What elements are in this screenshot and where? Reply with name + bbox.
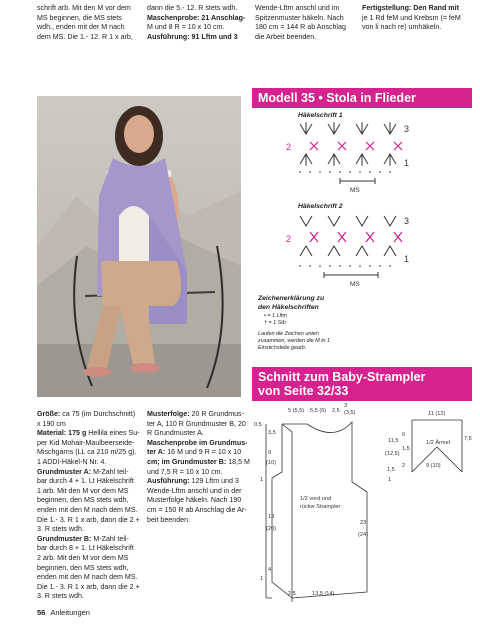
pattern-label: 1/2 vord und [300, 496, 332, 502]
sleeve-label: 1/2 Ärmel [426, 440, 450, 446]
row-number: 1 [404, 158, 410, 168]
body-line-text: Die 1.- 3. R 1 x arb, dann die 2.+ [37, 515, 140, 524]
dimension-label: 7,5 [464, 436, 472, 442]
dimension-label: 9 (10) [426, 463, 441, 469]
body-line-bold: Grundmuster B: [37, 534, 92, 543]
dimension-label: (24) [358, 532, 368, 538]
body-line [37, 477, 142, 487]
body-line [147, 496, 252, 506]
text-line: Einstichstelle gearb. [258, 345, 307, 351]
body-line-text: R Grundmuster A. [147, 429, 204, 438]
text-line: Fertigstellung: Den Rand mit [362, 4, 459, 12]
legend-item-chain: • = 1 Lftm [264, 313, 288, 319]
body-line-text: 1 ADDI-Häkel-N Nr. 4. [37, 457, 107, 466]
body-line-text: 2 arb. Mit den M vor dem MS [37, 553, 129, 562]
body-line-text: 18,5 M [226, 457, 250, 466]
section-name: Anleitungen [50, 608, 90, 617]
top-col-4 [362, 4, 474, 33]
text-line: Ausführung: 91 Lftm und 3 [147, 32, 238, 41]
body-line [37, 410, 142, 420]
body-line [37, 458, 142, 468]
body-line-text: cm = 150 R ab Anschlag die Ar- [147, 505, 247, 514]
body-line-text: bar durch 4 + 1. Lt Häkelschrift [37, 477, 134, 486]
body-line [147, 420, 252, 430]
crochet-chart-2 [280, 210, 420, 290]
body-line [147, 487, 252, 497]
body-line [37, 554, 142, 564]
body-line [37, 583, 142, 593]
dimension-label: 19 [268, 514, 275, 520]
text-line: zusammen, werden die M in 1 [258, 338, 330, 344]
body-line [37, 592, 142, 602]
dimension-label: 11 (12) [428, 411, 446, 417]
body-line-bold: Maschenprobe im Grundmus- [147, 438, 248, 447]
dimension-label: 1 [388, 477, 392, 483]
body-line-text: x 190 cm [37, 419, 66, 428]
dimension-label: (12,5) [385, 451, 400, 457]
body-line-text: enden mit den M nach dem MS. [37, 505, 138, 514]
top-col-1 [37, 4, 142, 42]
text-line: 180 cm = 144 R ab Anschlag [255, 23, 346, 32]
body-line-text: Die 1.- 3. R 1 x arb, dann die 2.+ [37, 582, 140, 591]
body-line [37, 468, 142, 478]
body-line-text: 3. R stets wdh. [37, 592, 84, 601]
text-line: Zeichenerklärung zu [258, 295, 325, 302]
legend-note [258, 331, 330, 352]
text-line: M und 8 R = 10 x 10 cm. [147, 23, 225, 32]
body-line-text: Mischgarns (LL ca 210 m/25 g). [37, 448, 137, 457]
dimension-label: 0,5 [254, 422, 262, 428]
dimension-label: 23 [360, 520, 367, 526]
body-line-text: 129 Lftm und 3 [189, 477, 239, 486]
dimension-label: 5,5 (6) [310, 408, 327, 414]
text-line: schrift arb. Mit den M vor dem [37, 4, 131, 12]
dimension-label: 6 [402, 432, 406, 438]
row-number: 1 [404, 254, 410, 264]
body-line [37, 487, 142, 497]
row-number: 2 [286, 234, 292, 244]
body-line [37, 564, 142, 574]
body-line [147, 516, 252, 526]
model-photo [37, 96, 241, 397]
body-line [147, 410, 252, 420]
body-line [37, 429, 142, 439]
dimension-label: (10) [266, 460, 276, 466]
dimension-label: 1 [260, 477, 264, 483]
body-line-text: 1 arb. Mit den M vor dem MS [37, 486, 129, 495]
legend-items [264, 313, 287, 327]
body-line-text: beginnen, den MS stets wdh, [37, 563, 129, 572]
legend-item-dc: † = 1 Stb [264, 320, 286, 326]
dimension-label: 5 (5,5) [288, 408, 305, 414]
body-line-text: und 7,5 R = 10 x 10 cm. [147, 467, 223, 476]
pattern-label: rückw Strampler [300, 504, 341, 510]
body-mid-column [147, 410, 252, 525]
text-line: die Arbeit beenden. [255, 32, 317, 41]
body-line [37, 516, 142, 526]
dimension-label: 13,5 (14) [312, 591, 335, 597]
pattern-schematic [252, 402, 474, 602]
page-number: 56 [37, 608, 46, 617]
body-line-text: enden mit den M nach dem MS. [37, 573, 138, 582]
dimension-label: 3 [344, 403, 348, 409]
body-line-text: beginnen, den MS stets wdh, [37, 496, 129, 505]
model-title-bar [252, 88, 472, 108]
body-line [37, 573, 142, 583]
body-line-bold: ter A: [147, 448, 166, 457]
row-number: 3 [404, 216, 410, 226]
text-line: dann die 5.- 12. R stets wdh. [147, 4, 238, 12]
body-line-text: 16 M und 9 R = 10 x 10 [165, 448, 242, 457]
text-line: Laufen die Zeichen unten [258, 331, 319, 337]
body-line-bold: cm; im Grundmuster B: [147, 457, 227, 466]
body-line-bold: Grundmuster A: [37, 467, 92, 476]
body-line-bold: Größe: [37, 410, 61, 418]
body-line [147, 429, 252, 439]
body-line-bold: Musterfolge: [147, 410, 190, 418]
body-line [37, 420, 142, 430]
text-line: = 1 Lftm [267, 313, 288, 319]
body-line [37, 439, 142, 449]
body-line [147, 458, 252, 468]
dimension-label: (20) [266, 526, 276, 532]
body-line-text: Wende-Lftm anschl und in der [147, 486, 242, 495]
body-line [37, 448, 142, 458]
schnitt-title-bar [252, 367, 472, 401]
body-line [37, 535, 142, 545]
legend-title [258, 294, 324, 312]
body-line [147, 448, 252, 458]
dimension-label: 11,5 [388, 438, 399, 444]
body-line-text: Hellila eines Su- [86, 429, 140, 438]
body-line [37, 506, 142, 516]
text-line: Spitzenmuster häkeln. Nach [255, 13, 344, 22]
body-line-text: beit beenden. [147, 515, 190, 524]
schnitt-title-line: Schnitt zum Baby-Strampler [258, 370, 426, 384]
text-line: = 1 Stb [268, 320, 286, 326]
ms-label: MS [350, 187, 360, 194]
dimension-label: 3,5 [268, 430, 276, 436]
dimension-label: 1,5 [387, 467, 395, 473]
row-number: 2 [286, 142, 292, 152]
text-line: dem MS. Die 1.- 12. R 1 x arb, [37, 32, 133, 41]
body-line-text: Musterfolge häkeln. Nach 190 [147, 496, 242, 505]
crochet-chart-1 [280, 118, 420, 198]
page-footer [37, 608, 90, 617]
body-line [147, 506, 252, 516]
ms-label: MS [350, 281, 360, 288]
chart2-title: Häkelschrift 2 [298, 203, 343, 210]
body-line [37, 496, 142, 506]
top-col-3 [255, 4, 360, 42]
body-line [147, 439, 252, 449]
body-line-bold: Ausführung: [147, 477, 190, 486]
text-line: je 1 Rd feM und Krebsm (= feM [362, 13, 461, 22]
dimension-label: 4 [268, 567, 272, 573]
body-line [37, 525, 142, 535]
body-line-text: per Kid Mohair-Maulbeerseide- [37, 438, 135, 447]
schnitt-title-line: von Seite 32/33 [258, 384, 349, 398]
body-line-text: M-Zahl teil- [91, 467, 129, 476]
body-line [147, 477, 252, 487]
dimension-label: 1 [260, 576, 264, 582]
body-line [147, 468, 252, 478]
dimension-label: 2 [402, 463, 406, 469]
chart1-title: Häkelschrift 1 [298, 112, 343, 119]
text-line: Maschenprobe: 21 Anschlag- [147, 13, 246, 22]
body-line-text: 20 R Grundmus- [189, 410, 244, 418]
text-line: Wende-Lftm anschl und im [255, 4, 340, 12]
text-line: MS beginnen, die MS stets [37, 13, 122, 22]
body-line-text: bar durch 8 + 1. Lt Häkelschrift [37, 544, 134, 553]
text-line: von li nach re) umhäkeln. [362, 23, 442, 32]
body-line [37, 544, 142, 554]
dimension-label: 1,5 [402, 446, 410, 452]
dimension-label: (3,5) [344, 410, 356, 416]
body-line-text: 3. R stets wdh. [37, 525, 84, 534]
dimension-label: 2,5 [288, 591, 296, 597]
body-left-column [37, 410, 142, 602]
dimension-label: 2,5 [332, 408, 340, 414]
body-line-bold: Material: 175 g [37, 429, 87, 438]
model-title: Modell 35 • Stola in Flieder [258, 91, 416, 105]
top-col-2 [147, 4, 252, 42]
body-line-text: ca 75 (im Durchschnitt) [60, 410, 136, 418]
body-line-text: M-Zahl teil- [91, 534, 129, 543]
body-line-text: ter A, 110 R Grundmuster B, 20 [147, 419, 246, 428]
text-line: den Häkelschriften [258, 304, 319, 311]
dimension-label: 9 [268, 450, 272, 456]
row-number: 3 [404, 124, 410, 134]
text-line: wdh., enden mit der M nach [37, 23, 125, 32]
